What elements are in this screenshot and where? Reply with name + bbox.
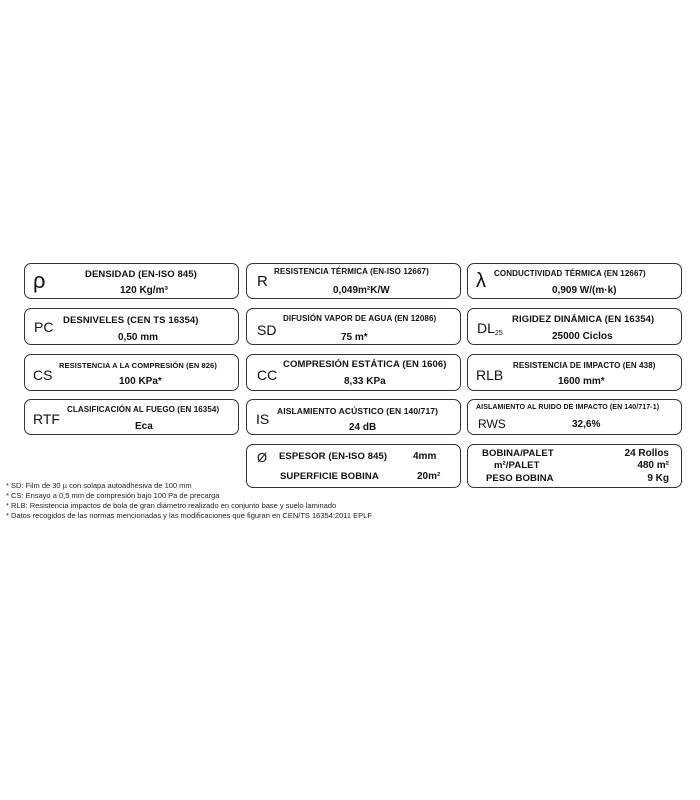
cc-symbol: CC	[257, 367, 278, 383]
density-value: 120 Kg/m³	[120, 285, 168, 296]
roll-weight-label: PESO BOBINA	[486, 473, 554, 484]
is-symbol: IS	[256, 411, 270, 427]
card-impacto	[467, 354, 682, 391]
rlb-symbol: RLB	[476, 367, 504, 383]
fire-classification-label: CLASIFICACIÓN AL FUEGO (EN 16354)	[67, 405, 220, 414]
card-bobina	[467, 444, 682, 488]
unevenness-label: DESNIVELES (CEN TS 16354)	[63, 315, 199, 326]
card-ruido-impacto	[467, 399, 682, 435]
thickness-label: ESPESOR (EN-ISO 845)	[279, 451, 388, 462]
diameter-icon: Ø	[257, 450, 268, 465]
roll-weight-value: 9 Kg	[647, 473, 669, 484]
dl-symbol	[477, 320, 503, 337]
density-symbol: ρ	[33, 268, 46, 293]
density-label: DENSIDAD (EN-ISO 845)	[85, 269, 197, 280]
rws-symbol: RWS	[478, 417, 506, 431]
rolls-per-pallet-value: 24 Rollos	[624, 448, 669, 459]
footnotes	[6, 481, 372, 521]
pc-symbol: PC	[34, 319, 54, 335]
thermal-resistance-symbol: R	[257, 273, 268, 290]
dl-main: DL	[477, 320, 495, 336]
impact-noise-value: 32,6%	[572, 419, 601, 430]
roll-surface-label: SUPERFICIE BOBINA	[280, 471, 379, 482]
thermal-resistance-value: 0,049m²K/W	[333, 285, 390, 296]
cs-symbol: CS	[33, 367, 53, 383]
vapor-diffusion-value: 75 m*	[341, 332, 368, 343]
card-resistencia-termica	[246, 263, 461, 299]
dynamic-stiffness-label: RIGIDEZ DINÁMICA (EN 16354)	[512, 314, 655, 325]
impact-resistance-label: RESISTENCIA DE IMPACTO (EN 438)	[513, 361, 656, 370]
conductivity-value: 0,909 W/(m·k)	[552, 285, 617, 296]
card-compresion-estatica	[246, 354, 461, 391]
compression-resistance-value: 100 KPa*	[119, 376, 162, 387]
footnote-rlb: * RLB: Resistencia impactos de bola de gran diámetro realizado en conjunto base y suelo laminado	[6, 501, 337, 510]
card-aislamiento	[246, 399, 461, 435]
roll-surface-value: 20m²	[417, 471, 441, 482]
card-difusion	[246, 308, 461, 345]
card-densidad	[24, 263, 239, 299]
rtf-symbol: RTF	[33, 411, 60, 427]
conductivity-label: CONDUCTIVIDAD TÉRMICA (EN 12667)	[494, 269, 646, 278]
impact-noise-label: AISLAMIENTO AL RUIDO DE IMPACTO (EN 140/717-1)	[476, 404, 660, 411]
thermal-resistance-label: RESISTENCIA TÉRMICA (EN-ISO 12667)	[274, 267, 429, 276]
card-compresion	[24, 354, 239, 391]
static-compression-value: 8,33 KPa	[344, 376, 386, 387]
vapor-diffusion-label: DIFUSIÓN VAPOR DE AGUA (EN 12086)	[283, 314, 437, 323]
card-desniveles	[24, 308, 239, 345]
rolls-per-pallet-label: BOBINA/PALET	[482, 448, 554, 459]
footnote-sources: * Datos recogidos de las normas mencionadas y las modificaciones que figuran en CEN/TS 16354:2011 EPLF	[6, 511, 372, 520]
static-compression-label: COMPRESIÓN ESTÁTICA (EN 1606)	[283, 359, 447, 370]
acoustic-insulation-label: AISLAMIENTO ACÚSTICO (EN 140/717)	[277, 406, 439, 416]
dl-subscript: 25	[494, 330, 503, 337]
lambda-symbol: λ	[476, 270, 486, 292]
m2-per-pallet-label: m²/PALET	[494, 460, 540, 471]
dynamic-stiffness-value: 25000 Ciclos	[552, 331, 613, 342]
thickness-value: 4mm	[413, 451, 437, 462]
footnote-sd: * SD: Film de 30 µ con solapa autoadhesiva de 100 mm	[6, 481, 192, 490]
fire-classification-value: Eca	[135, 421, 153, 432]
card-rigidez	[467, 308, 682, 345]
impact-resistance-value: 1600 mm*	[558, 376, 605, 387]
acoustic-insulation-value: 24 dB	[349, 422, 377, 433]
card-fuego	[24, 399, 239, 435]
footnote-cs: * CS: Ensayo a 0,5 mm de compresión bajo 100 Pa de precarga	[6, 491, 220, 500]
m2-per-pallet-value: 480 m²	[637, 460, 669, 471]
card-conductividad	[467, 263, 682, 299]
unevenness-value: 0,50 mm	[118, 332, 159, 343]
compression-resistance-label: RESISTENCIA A LA COMPRESIÓN (EN 826)	[59, 361, 217, 370]
sd-symbol: SD	[257, 322, 277, 338]
